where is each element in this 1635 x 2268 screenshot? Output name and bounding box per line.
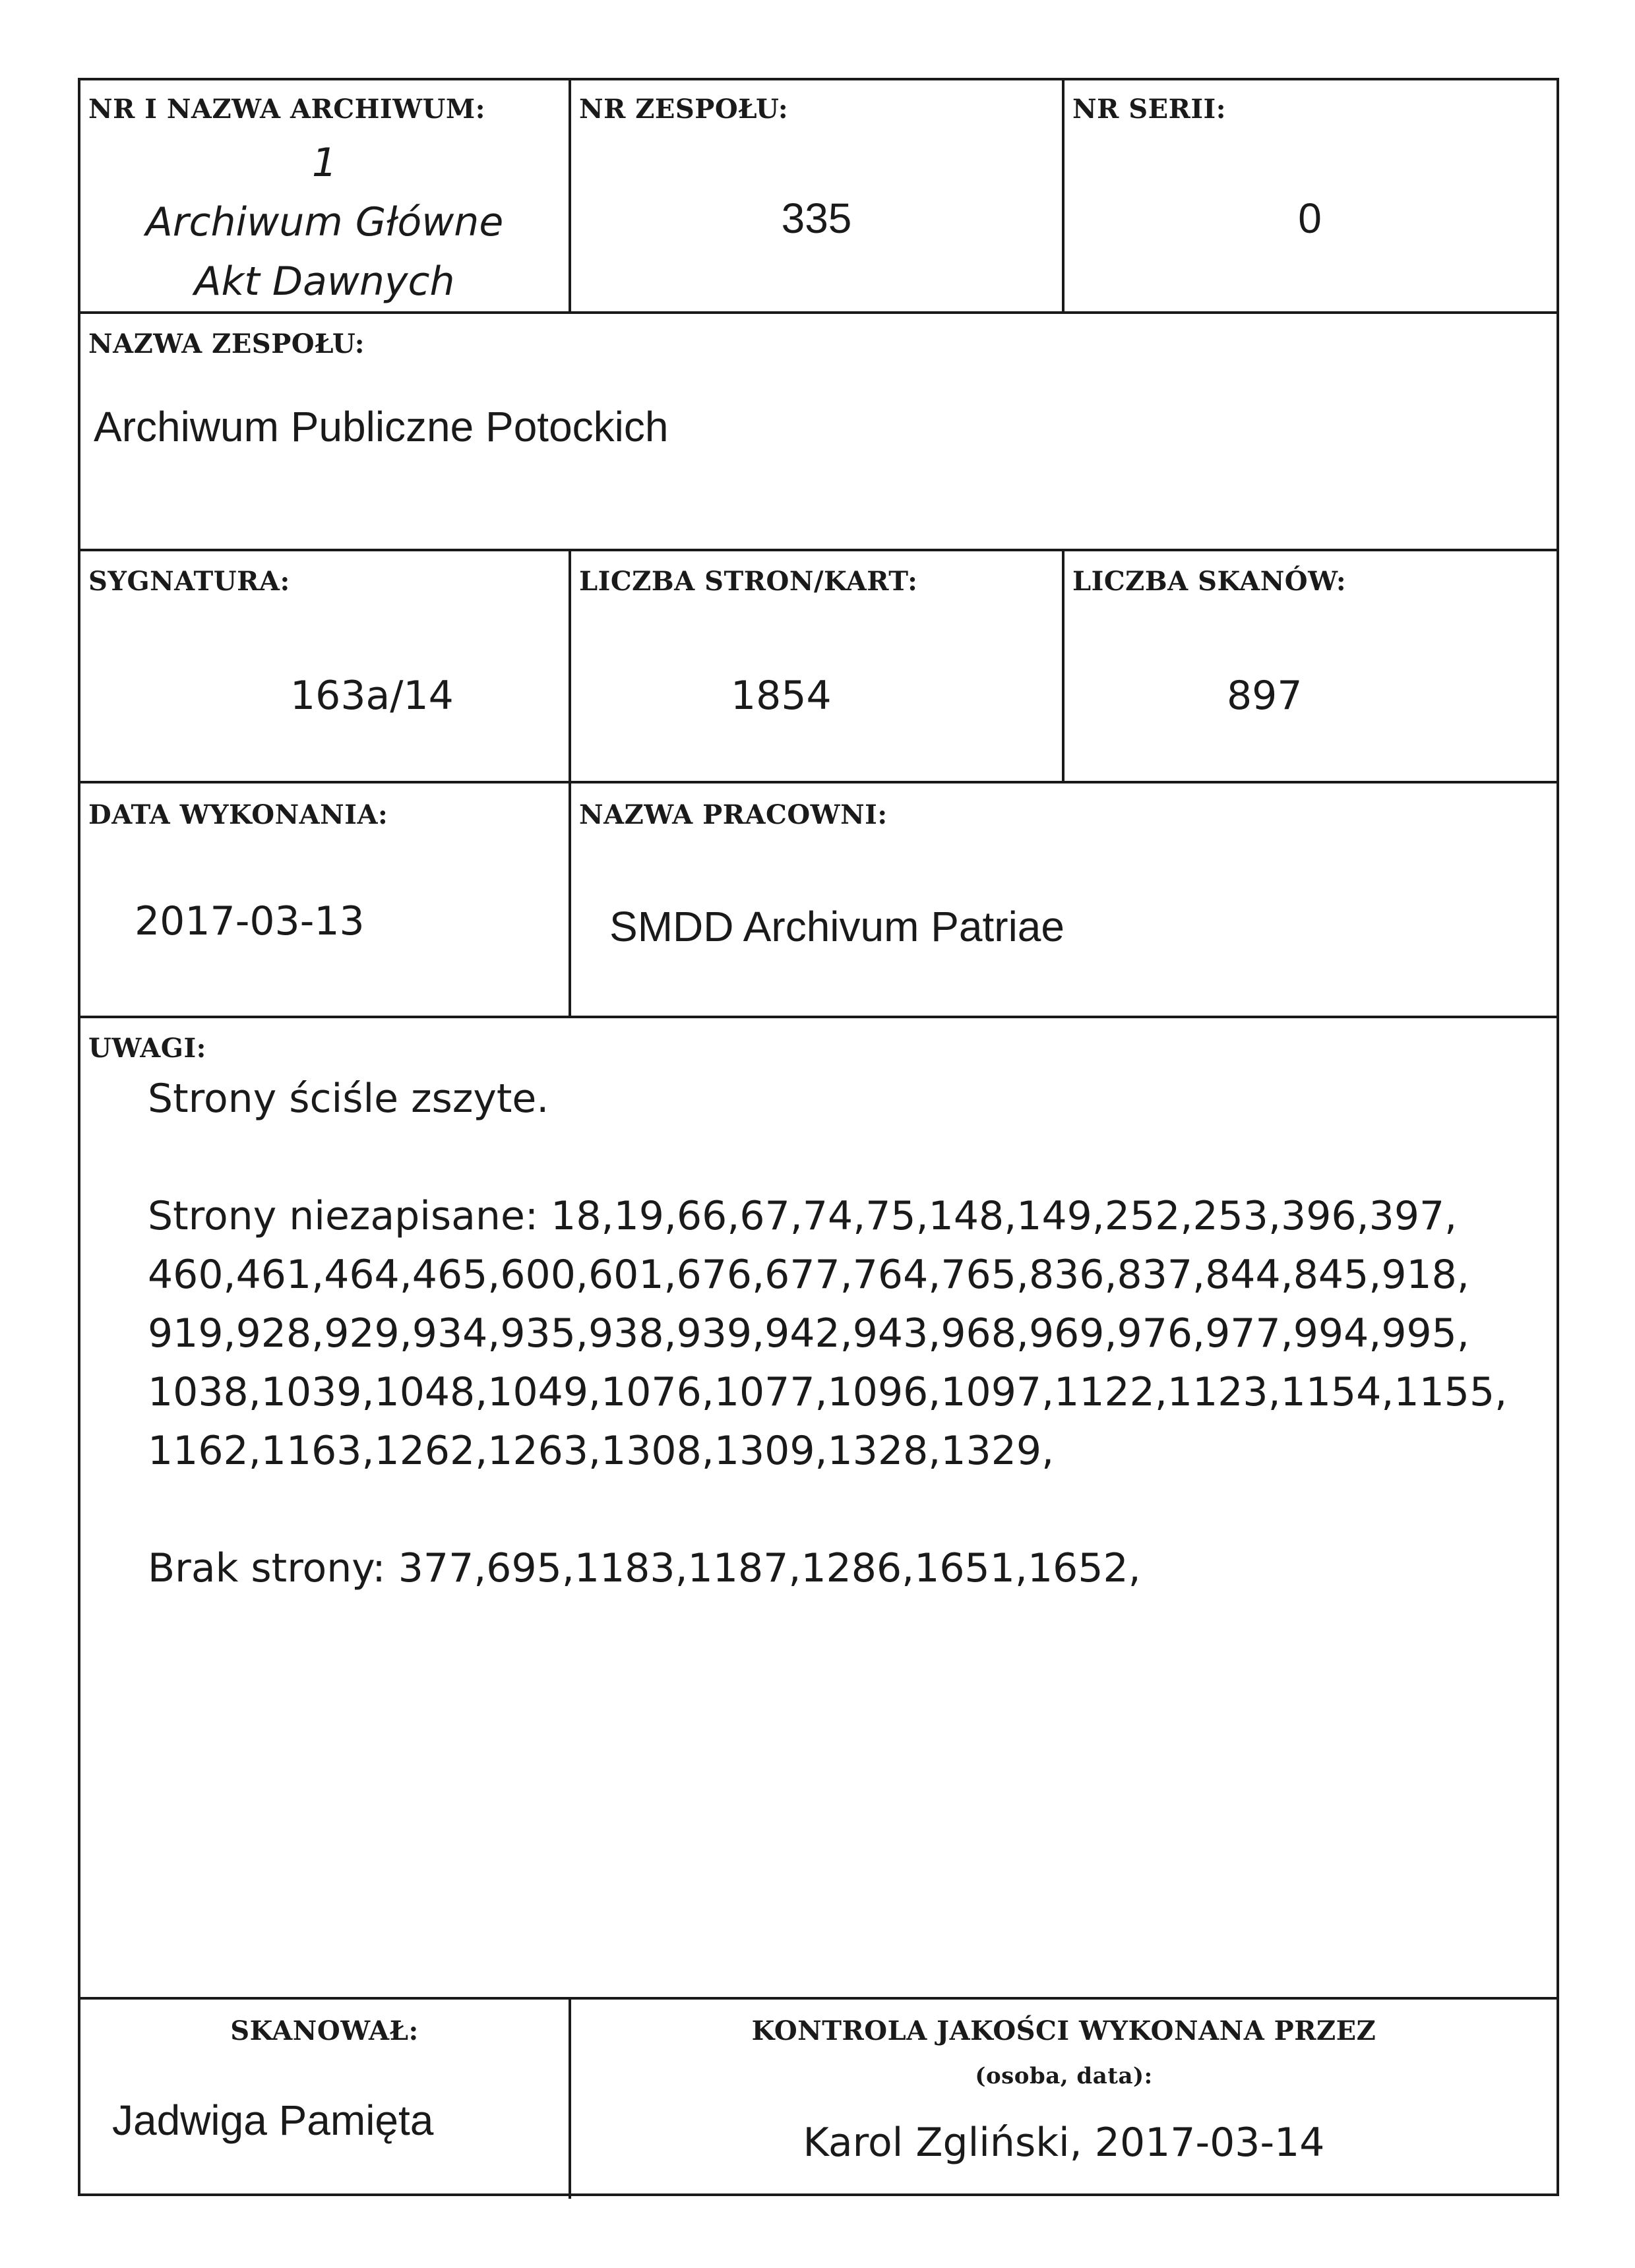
quality-control-label: KONTROLA JAKOŚCI WYKONANA PRZEZ bbox=[751, 2015, 1376, 2046]
quality-control-sublabel: (osoba, data): bbox=[975, 2063, 1153, 2089]
notes-label: UWAGI: bbox=[88, 1033, 206, 1064]
quality-control-value: Karol Zgliński, 2017-03-14 bbox=[803, 2120, 1325, 2166]
row-divider bbox=[80, 1997, 1557, 2000]
page-count-value: 1854 bbox=[731, 673, 832, 719]
notes-blank-pages-line: 1162,1163,1262,1263,1308,1309,1328,1329, bbox=[148, 1428, 1055, 1474]
column-divider bbox=[569, 549, 571, 781]
notes-blank-pages-line: 460,461,464,465,600,601,676,677,764,765,836,837,844,845,918, bbox=[148, 1252, 1469, 1298]
column-divider bbox=[569, 781, 571, 1016]
fond-name-label: NAZWA ZESPOŁU: bbox=[88, 328, 365, 359]
fond-number: 335 bbox=[781, 195, 852, 242]
fond-name: Archiwum Publiczne Potockich bbox=[94, 403, 669, 450]
row-divider bbox=[80, 781, 1557, 783]
archive-name-line2: Akt Dawnych bbox=[194, 259, 455, 305]
scan-count-value: 897 bbox=[1227, 673, 1303, 719]
column-divider bbox=[1062, 549, 1064, 781]
scan-count-label: LICZBA SKANÓW: bbox=[1072, 566, 1347, 597]
row-divider bbox=[80, 549, 1557, 551]
archive-label: NR I NAZWA ARCHIWUM: bbox=[88, 94, 485, 125]
scanned-by-label: SKANOWAŁ: bbox=[230, 2015, 419, 2046]
series-label: NR SERII: bbox=[1072, 94, 1227, 125]
notes-line-sewn: Strony ściśle zszyte. bbox=[148, 1076, 549, 1122]
archive-name bbox=[80, 133, 569, 311]
studio-name: SMDD Archivum Patriae bbox=[609, 903, 1064, 950]
execution-date-value: 2017-03-13 bbox=[135, 898, 365, 944]
series-number: 0 bbox=[1298, 195, 1322, 242]
page-count-label: LICZBA STRON/KART: bbox=[579, 566, 918, 597]
row-divider bbox=[80, 311, 1557, 314]
archive-name-line1: Archiwum Główne bbox=[145, 199, 504, 245]
notes-blank-pages-line: Strony niezapisane: 18,19,66,67,74,75,148,149,252,253,396,397, bbox=[148, 1193, 1458, 1239]
notes-missing-pages: Brak strony: 377,695,1183,1187,1286,1651,1652, bbox=[148, 1545, 1141, 1591]
notes-blank-pages bbox=[148, 1187, 1507, 1481]
studio-label: NAZWA PRACOWNI: bbox=[579, 799, 888, 830]
notes-blank-pages-line: 919,928,929,934,935,938,939,942,943,968,969,976,977,994,995, bbox=[148, 1310, 1469, 1357]
execution-date-label: DATA WYKONANIA: bbox=[88, 799, 388, 830]
signature-value: 163a/14 bbox=[290, 673, 454, 719]
notes-body bbox=[148, 1070, 1507, 1598]
notes-blank-pages-line: 1038,1039,1048,1049,1076,1077,1096,1097,1122,1123,1154,1155, bbox=[148, 1369, 1508, 1415]
signature-label: SYGNATURA: bbox=[88, 566, 290, 597]
fond-number-label: NR ZESPOŁU: bbox=[579, 94, 789, 125]
metadata-card bbox=[78, 78, 1559, 2196]
scanned-by-value: Jadwiga Pamięta bbox=[112, 2097, 434, 2144]
archive-number: 1 bbox=[311, 140, 338, 186]
row-divider bbox=[80, 1016, 1557, 1018]
